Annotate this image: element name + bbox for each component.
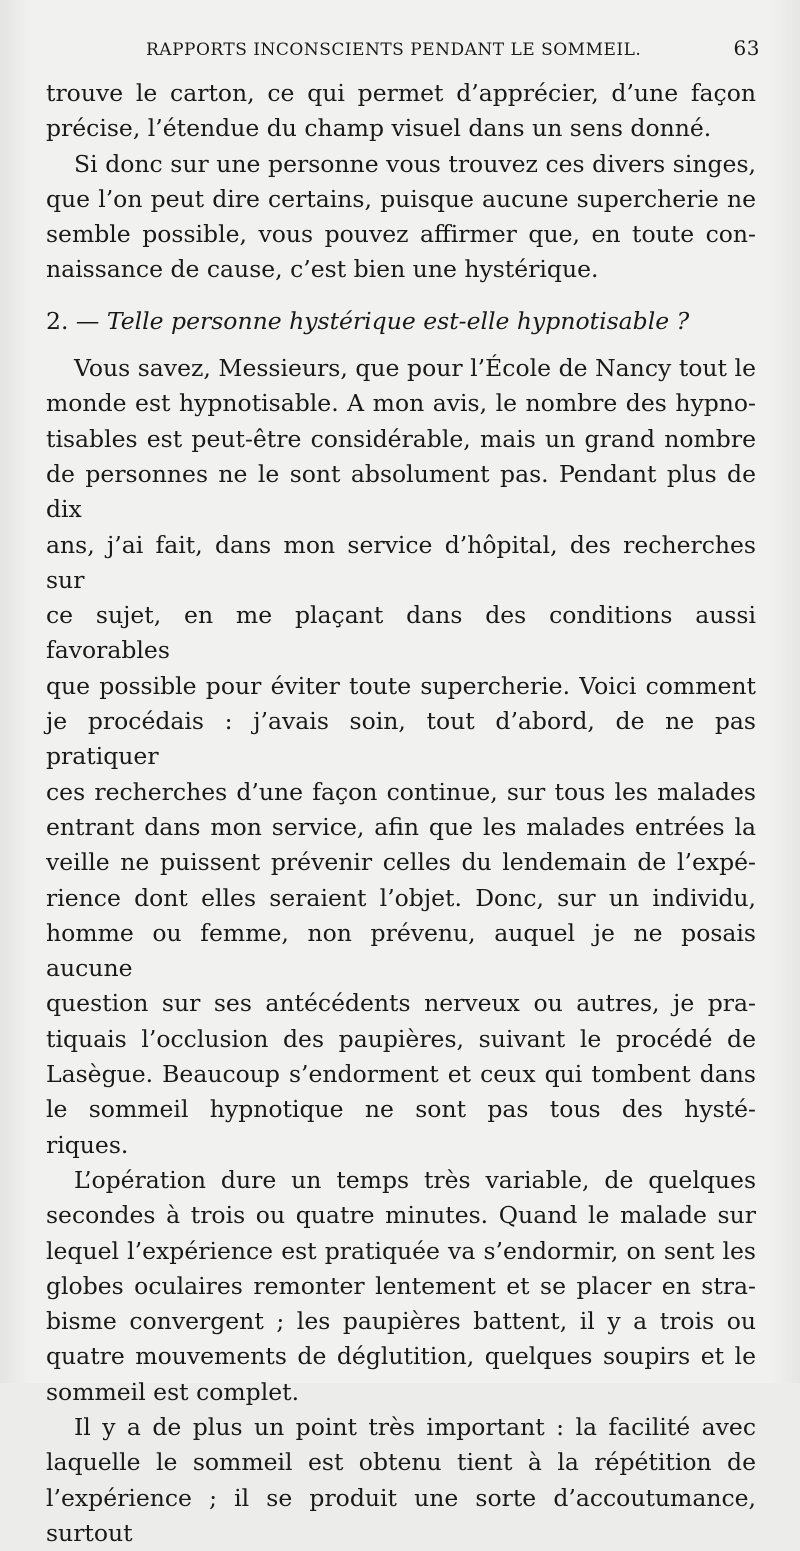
- running-title: RAPPORTS INCONSCIENTS PENDANT LE SOMMEIL.: [146, 40, 642, 60]
- text-line: sommeil est complet.: [46, 1377, 300, 1406]
- text-line: je procédais : j’avais soin, tout d’abord, de ne pas pratiquer: [46, 707, 756, 771]
- text-line: Si donc sur une personne vous trouvez ces divers singes,: [74, 149, 756, 178]
- text-line: veille ne puissent prévenir celles du lendemain de l’expé-: [46, 848, 756, 877]
- text-line: entrant dans mon service, afin que les malades entrées la: [46, 812, 756, 841]
- text-line: ces recherches d’une façon continue, sur tous les malades: [46, 777, 756, 806]
- text-line: trouve le carton, ce qui permet d’apprécier, d’une façon: [46, 79, 756, 107]
- paragraph-1: [46, 76, 756, 147]
- text-line: l’expérience ; il se produit une sorte d’accoutumance, surtout: [46, 1483, 756, 1547]
- text-line: naissance de cause, c’est bien une hystérique.: [46, 255, 599, 284]
- text-line: Lasègue. Beaucoup s’endorment et ceux qui tombent dans: [46, 1060, 756, 1089]
- text-line: ce sujet, en me plaçant dans des conditions aussi favorables: [46, 601, 756, 665]
- text-line: Il y a de plus un point très important : la facilité avec: [74, 1412, 756, 1441]
- body-text: [46, 76, 756, 1551]
- text-line: quatre mouvements de déglutition, quelques soupirs et le: [46, 1342, 756, 1371]
- text-line: laquelle le sommeil est obtenu tient à la répétition de: [46, 1448, 756, 1477]
- paragraph-3: [46, 351, 756, 1163]
- text-line: L’opération dure un temps très variable, de quelques: [74, 1165, 756, 1194]
- text-line: secondes à trois ou quatre minutes. Quand le malade sur: [46, 1201, 756, 1230]
- text-line: ans, j’ai fait, dans mon service d’hôpital, des recherches sur: [46, 530, 756, 594]
- text-line: de personnes ne le sont absolument pas. Pendant plus de dix: [46, 459, 756, 524]
- text-line: que l’on peut dire certains, puisque aucune supercherie ne: [46, 184, 756, 213]
- text-line: que possible pour éviter toute supercherie. Voici comment: [46, 671, 756, 700]
- paragraph-2: [46, 147, 756, 288]
- text-line: globes oculaires remonter lentement et se placer en stra-: [46, 1271, 756, 1300]
- page-header: [146, 36, 760, 60]
- section-heading: [46, 304, 756, 339]
- text-line: tiquais l’occlusion des paupières, suivant le procédé de: [46, 1024, 756, 1053]
- text-line: le sommeil hypnotique ne sont pas tous des hysté-: [46, 1095, 756, 1124]
- text-line: riques.: [46, 1130, 129, 1159]
- text-line: Vous savez, Messieurs, que pour l’École de Nancy tout le: [74, 354, 756, 383]
- text-line: bisme convergent ; les paupières battent, il y a trois ou: [46, 1307, 756, 1336]
- text-line: rience dont elles seraient l’objet. Donc, sur un individu,: [46, 883, 756, 912]
- page-number: 63: [733, 36, 760, 60]
- text-line: homme ou femme, non prévenu, auquel je ne posais aucune: [46, 918, 756, 983]
- text-line: lequel l’expérience est pratiquée va s’endormir, on sent les: [46, 1236, 756, 1265]
- section-number: 2. —: [46, 306, 100, 335]
- text-line: semble possible, vous pouvez affirmer que, en toute con-: [46, 220, 756, 249]
- text-line: précise, l’étendue du champ visuel dans un sens donné.: [46, 114, 712, 143]
- text-line: monde est hypnotisable. A mon avis, le nombre des hypno-: [46, 389, 756, 418]
- text-line: question sur ses antécédents nerveux ou autres, je pra-: [46, 989, 756, 1018]
- paragraph-4: [46, 1163, 756, 1410]
- section-title: Telle personne hystérique est-elle hypnotisable ?: [106, 306, 690, 335]
- paragraph-5: [46, 1410, 756, 1551]
- text-line: tisables est peut-être considérable, mais un grand nombre: [46, 424, 756, 453]
